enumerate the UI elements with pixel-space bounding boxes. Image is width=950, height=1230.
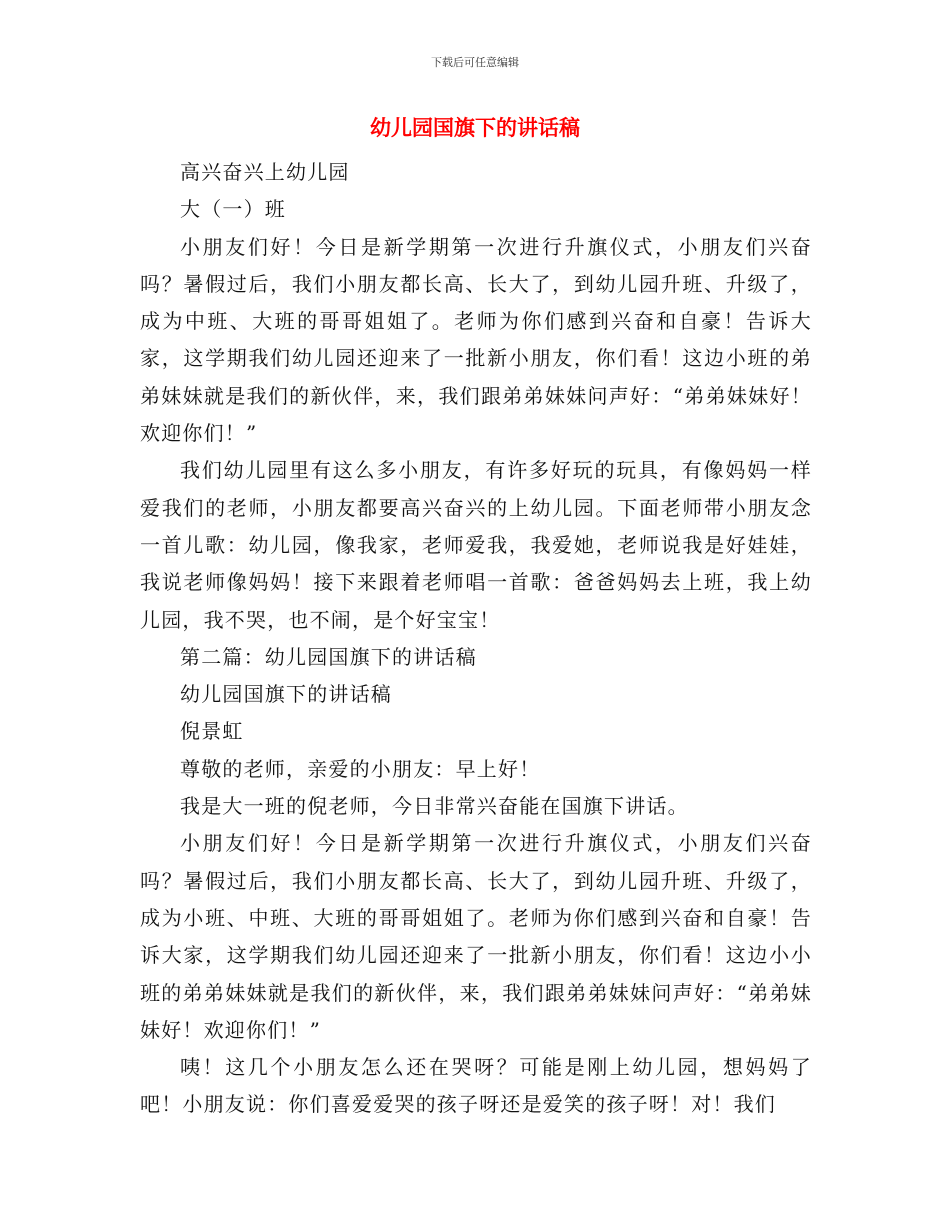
paragraph-author: 倪景虹	[180, 719, 244, 744]
document-title: 幼儿园国旗下的讲话稿	[370, 116, 580, 140]
paragraph: 小朋友们好！今日是新学期第一次进行升旗仪式，小朋友们兴奋吗？暑假过后，我们小朋友都长高、长大了，到幼儿园升班、升级了，成为中班、大班的哥哥姐姐了。老师为你们感到兴奋和自豪！告诉大家，这学期我们幼儿园还迎来了一批新小朋友，你们看！这边小班的弟弟妹妹就是我们的新伙伴，来，我们跟弟弟妹妹问声好：“弟弟妹妹好！欢迎你们！”	[140, 234, 812, 446]
paragraph: 小朋友们好！今日是新学期第一次进行升旗仪式，小朋友们兴奋吗？暑假过后，我们小朋友都长高、长大了，到幼儿园升班、升级了，成为小班、中班、大班的哥哥姐姐了。老师为你们感到兴奋和自豪！告诉大家，这学期我们幼儿园还迎来了一批新小朋友，你们看！这边小小班的弟弟妹妹就是我们的新伙伴，来，我们跟弟弟妹妹问声好：“弟弟妹妹好！欢迎你们！”	[140, 831, 812, 1042]
header-note: 下载后可任意编辑	[431, 56, 519, 69]
paragraph: 咦！这几个小朋友怎么还在哭呀？可能是刚上幼儿园，想妈妈了吧！小朋友说：你们喜爱爱哭的孩子呀还是爱笑的孩子呀！对！我们	[140, 1055, 812, 1117]
document-body	[140, 154, 812, 1124]
paragraph: 我是大一班的倪老师，今日非常兴奋能在国旗下讲话。	[180, 794, 689, 819]
paragraph-section-heading: 第二篇：幼儿园国旗下的讲话稿	[180, 644, 477, 669]
paragraph: 我们幼儿园里有这么多小朋友，有许多好玩的玩具，有像妈妈一样爱我们的老师，小朋友都要高兴奋兴的上幼儿园。下面老师带小朋友念一首儿歌：幼儿园，像我家，老师爱我，我爱她，老师说我是好娃娃，我说老师像妈妈！接下来跟着老师唱一首歌：爸爸妈妈去上班，我上幼儿园，我不哭，也不闹，是个好宝宝！	[140, 458, 812, 632]
paragraph-class: 大（一）班	[180, 197, 286, 222]
paragraph-subtitle: 高兴奋兴上幼儿园	[180, 160, 350, 184]
paragraph-section-title: 幼儿园国旗下的讲话稿	[180, 682, 392, 707]
paragraph-greeting: 尊敬的老师，亲爱的小朋友：早上好！	[180, 756, 541, 781]
